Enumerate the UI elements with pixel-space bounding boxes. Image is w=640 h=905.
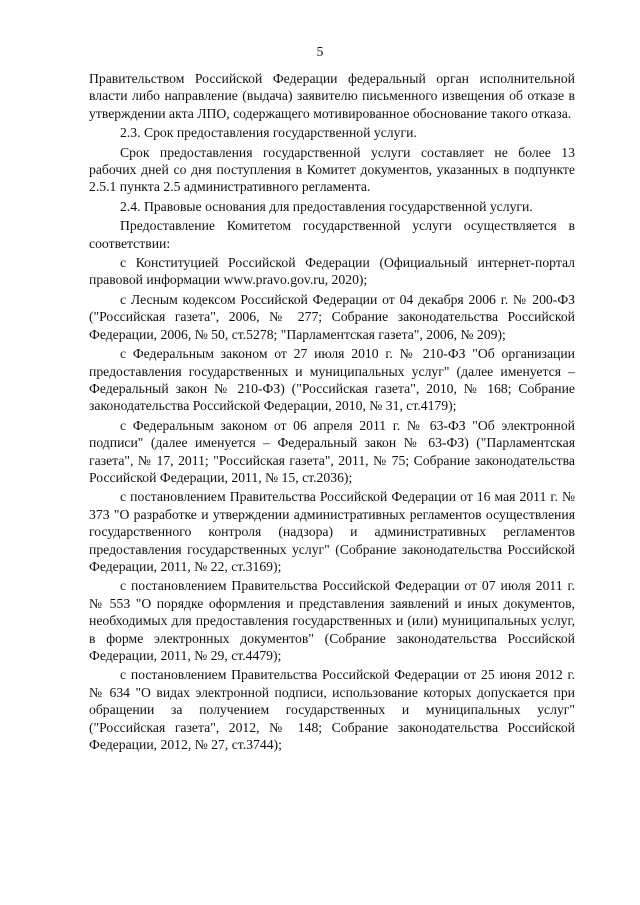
paragraph-continuation: Правительством Российской Федерации федеральный орган исполнительной власти либо направление (выдача) заявителю письменного извещения об отказе в утверждении акта ЛПО, содержащего мотивированное обоснование такого отказа. <box>89 71 575 121</box>
paragraph-intro: Предоставление Комитетом государственной услуги осуществляется в соответствии: <box>89 218 575 251</box>
section-heading-2-4: 2.4. Правовые основания для предоставления государственной услуги. <box>120 198 533 214</box>
page-number: 5 <box>316 44 324 59</box>
section-heading-2-3: 2.3. Срок предоставления государственной услуги. <box>120 125 417 141</box>
legal-basis-item: с постановлением Правительства Российской Федерации от 07 июля 2011 г. № 553 "О порядке оформления и представления заявлений и иных документов, необходимых для предоставления государственных и (или) муниципальных услуг, в форме электронных документов" (Собрание законодательства Российской Федерации, 2011, № 29, ст.4479); <box>89 578 575 663</box>
legal-basis-item: с Лесным кодексом Российской Федерации от 04 декабря 2006 г. № 200-ФЗ ("Российская газета", 2006, № 277; Собрание законодательства Российской Федерации, 2006, № 50, ст.5278; "Парламентская газета", 2006, № 209); <box>89 291 575 342</box>
document-body <box>89 70 575 755</box>
legal-basis-item: с постановлением Правительства Российской Федерации от 16 мая 2011 г. № 373 "О разработке и утверждении административных регламентов осуществления государственного контроля (надзора) и административных регламентов предоставления государственных услуг" (Собрание законодательства Российской Федерации, 2011, № 22, ст.3169); <box>89 489 575 574</box>
legal-basis-item: с Конституцией Российской Федерации (Официальный интернет-портал правовой информации www.pravo.gov.ru, 2020); <box>89 255 575 288</box>
paragraph-term: Срок предоставления государственной услуги составляет не более 13 рабочих дней со дня поступления в Комитет документов, указанных в подпункте 2.5.1 пункта 2.5 административного регламента. <box>89 144 575 195</box>
legal-basis-item: с постановлением Правительства Российской Федерации от 25 июня 2012 г. № 634 "О видах электронной подписи, использование которых допускается при обращении за получением государственных и муниципальных услуг" ("Российская газета", 2012, № 148; Собрание законодательства Российской Федерации, 2012, № 27, ст.3744); <box>89 667 575 753</box>
legal-basis-item: с Федеральным законом от 06 апреля 2011 г. № 63-ФЗ "Об электронной подписи" (далее именуется – Федеральный закон № 63-ФЗ) ("Парламентская газета", № 17, 2011; "Российская газета", 2011, № 75; Собрание законодательства Российской Федерации, 2011, № 15, ст.2036); <box>89 417 575 485</box>
legal-basis-item: с Федеральным законом от 27 июля 2010 г. № 210-ФЗ "Об организации предоставления государственных и муниципальных услуг" (далее именуется – Федеральный закон № 210-ФЗ) ("Российская газета", 2010, № 168; Собрание законодательства Российской Федерации, 2010, № 31, ст.4179); <box>89 346 575 414</box>
